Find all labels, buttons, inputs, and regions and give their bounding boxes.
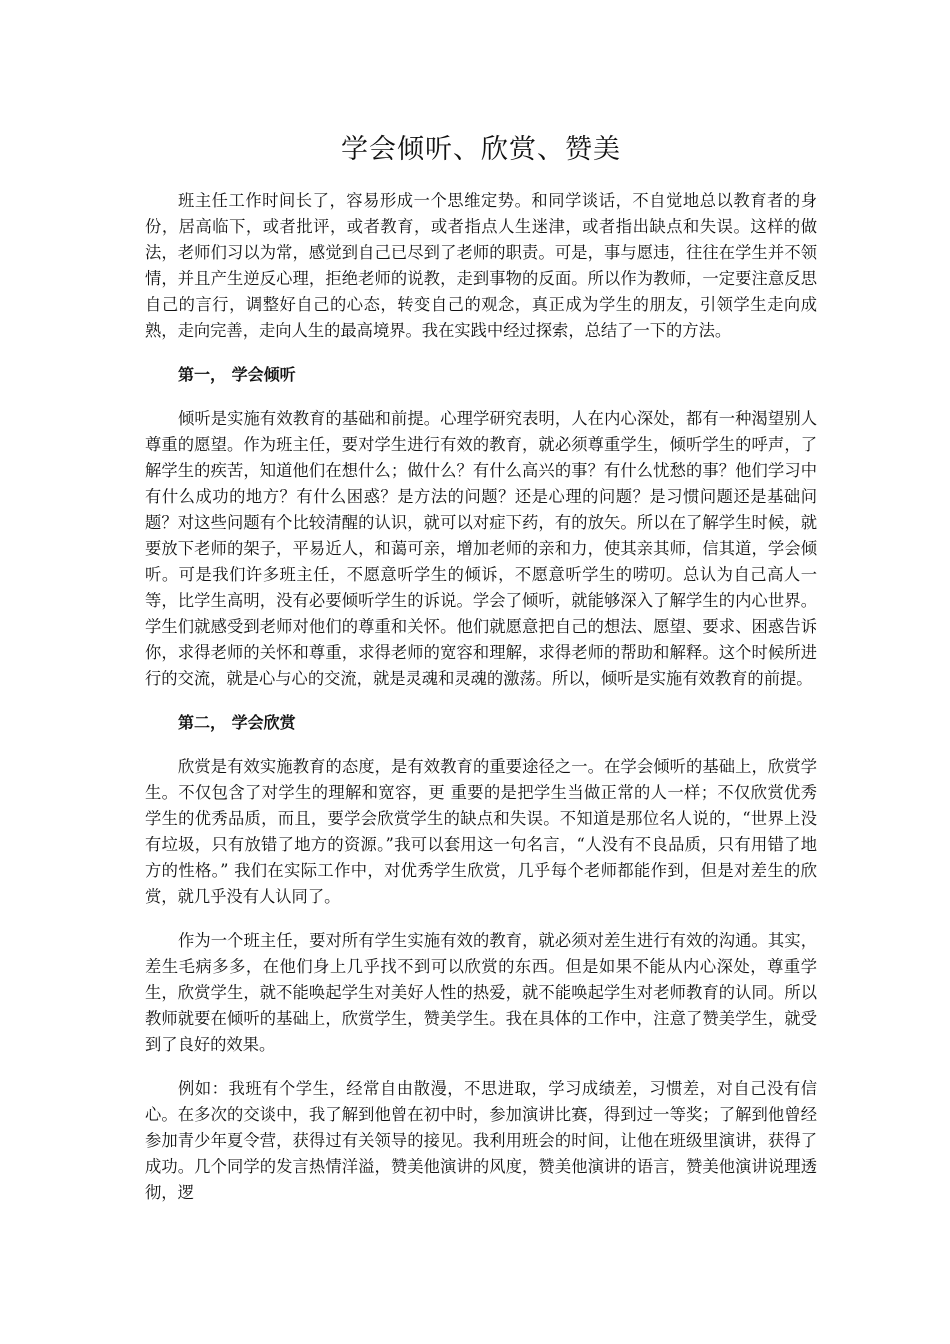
listen-paragraph: 倾听是实施有效教育的基础和前提。心理学研究表明，人在内心深处，都有一种渴望别人尊重的愿望。作为班主任，要对学生进行有效的教育，就必须尊重学生，倾听学生的呼声，了解学生的疾苦，知道他们在想什么；做什么？有什么高兴的事？有什么忧愁的事？他们学习中有什么成功的地方？有什么困惑？是方法的问题？还是心理的问题？是习惯问题还是基础问题？对这些问题有个比较清醒的认识，就可以对症下药，有的放矢。所以在了解学生时候，就要放下老师的架子，平易近人，和蔼可亲，增加老师的亲和力，使其亲其师，信其道，学会倾听。可是我们许多班主任，不愿意听学生的倾诉，不愿意听学生的唠叨。总认为自己高人一等，比学生高明，没有必要倾听学生的诉说。学会了倾听，就能够深入了解学生的内心世界。学生们就感受到老师对他们的尊重和关怀。他们就愿意把自己的想法、愿望、要求、困惑告诉你，求得老师的关怀和尊重，求得老师的宽容和理解，求得老师的帮助和解释。这个时候所进行的交流，就是心与心的交流，就是灵魂和灵魂的激荡。所以，倾听是实施有效教育的前提。 — [145, 409, 817, 688]
section-heading-listen: 第一， 学会倾听 — [178, 365, 296, 384]
example-paragraph: 例如：我班有个学生，经常自由散漫，不思进取，学习成绩差，习惯差，对自己没有信心。在多次的交谈中，我了解到他曾在初中时，参加演讲比赛，得到过一等奖；了解到他曾经参加青少年夏令营，获得过有关领导的接见。我利用班会的时间，让他在班级里演讲，获得了成功。几个同学的发言热情洋溢，赞美他演讲的风度，赞美他演讲的语言，赞美他演讲说理透彻，逻 — [145, 1079, 817, 1202]
document-page — [145, 128, 817, 1224]
section-heading-appreciate: 第二， 学会欣赏 — [178, 713, 296, 732]
appreciate-paragraph-2: 作为一个班主任，要对所有学生实施有效的教育，就必须对差生进行有效的沟通。其实，差生毛病多多，在他们身上几乎找不到可以欣赏的东西。但是如果不能从内心深处，尊重学生，欣赏学生，就不能唤起学生对美好人性的热爱，就不能唤起学生对老师教育的认同。所以教师就要在倾听的基础上，欣赏学生，赞美学生。我在具体的工作中，注意了赞美学生，就受到了良好的效果。 — [145, 931, 817, 1054]
appreciate-paragraph-1: 欣赏是有效实施教育的态度，是有效教育的重要途径之一。在学会倾听的基础上，欣赏学生。不仅包含了对学生的理解和宽容，更 重要的是把学生当做正常的人一样；不仅欣赏优秀学生的优秀品质，而且，要学会欣赏学生的缺点和失误。不知道是那位名人说的，“世界上没有垃圾，只有放错了地方的资源。”我可以套用这一句名言，“人没有不良品质，只有用错了地方的性格。” 我们在实际工作中，对优秀学生欣赏，几乎每个老师都能作到，但是对差生的欣赏，就几乎没有人认同了。 — [145, 757, 817, 906]
intro-paragraph: 班主任工作时间长了，容易形成一个思维定势。和同学谈话，不自觉地总以教育者的身份，居高临下，或者批评，或者教育，或者指点人生迷津，或者指出缺点和失误。这样的做法，老师们习以为常，感觉到自己已尽到了老师的职责。可是，事与愿违，往往在学生并不领情，并且产生逆反心理，拒绝老师的说教，走到事物的反面。所以作为教师，一定要注意反思自己的言行，调整好自己的心态，转变自己的观念，真正成为学生的朋友，引领学生走向成熟，走向完善，走向人生的最高境界。我在实践中经过探索，总结了一下的方法。 — [145, 191, 817, 340]
document-title: 学会倾听、欣赏、赞美 — [341, 134, 621, 165]
